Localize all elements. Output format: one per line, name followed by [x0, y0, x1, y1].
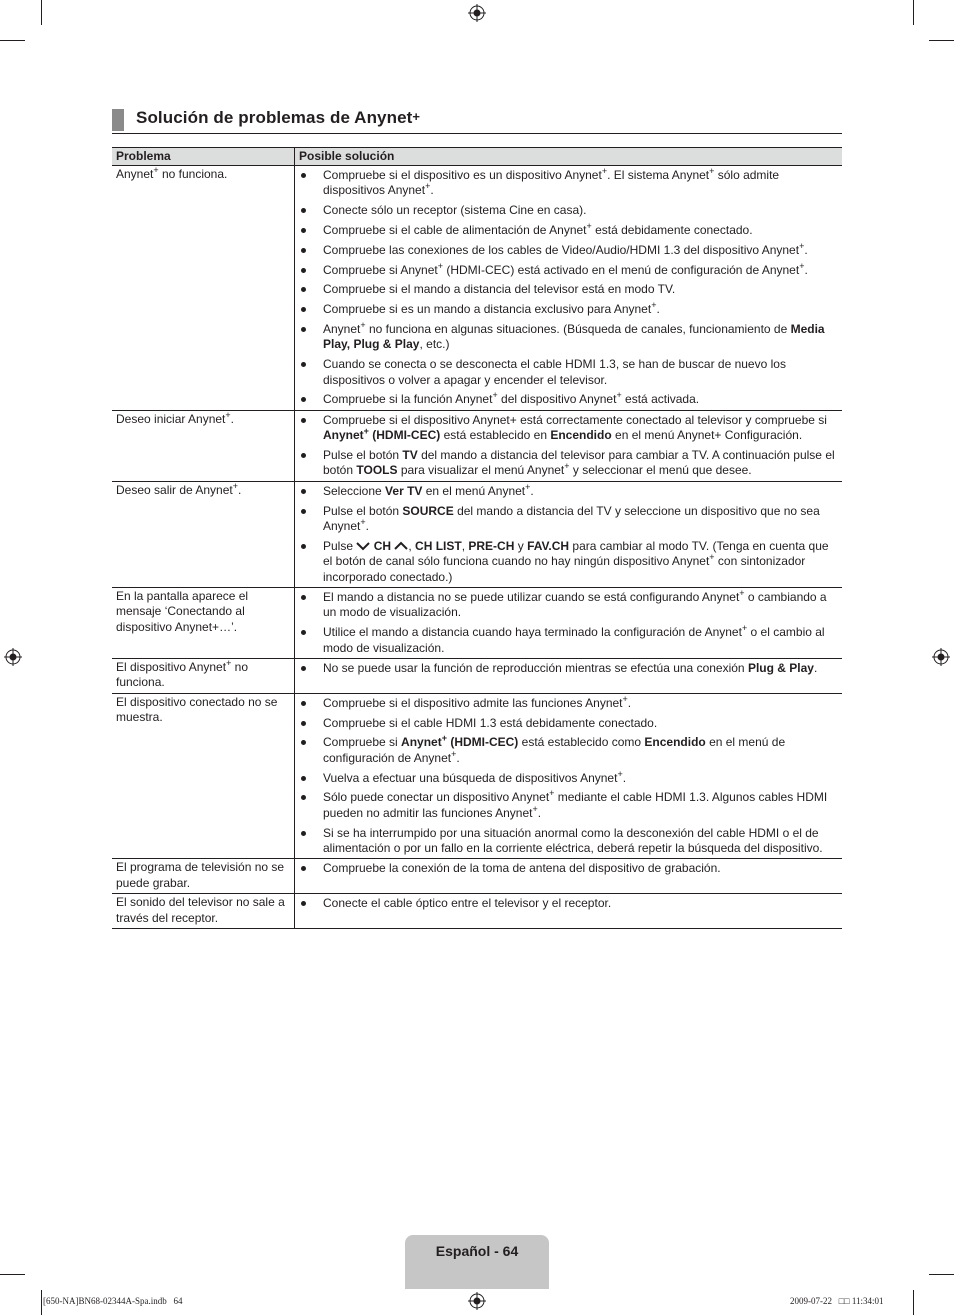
solution-cell [295, 859, 843, 894]
crop-mark [0, 40, 25, 41]
solution-item: Compruebe la conexión de la toma de antena del dispositivo de grabación. [295, 861, 842, 876]
table-row [112, 859, 842, 894]
solution-item: Si se ha interrumpido por una situación anormal como la desconexión del cable HDMI o el de alimentación o por un fallo en la corriente eléctrica, deberá repetir la búsqueda del dispositivo. [295, 826, 842, 857]
section-title: Solución de problemas de Anynet+ [136, 108, 421, 127]
section-header [112, 106, 842, 134]
imprint-file: [650-NA]BN68-02344A-Spa.indb 64 [43, 1296, 183, 1306]
solution-list [295, 693, 842, 857]
problem-cell: En la pantalla aparece el mensaje ‘Conectando al dispositivo Anynet+…’. [112, 588, 295, 659]
column-header-problem: Problema [112, 148, 295, 166]
solution-item: Cuando se conecta o se desconecta el cable HDMI 1.3, se han de buscar de nuevo los dispositivos o volver a apagar y encender el televisor. [295, 357, 842, 388]
table-row [112, 659, 842, 694]
troubleshooting-table [112, 147, 842, 929]
table-body [112, 166, 842, 929]
registration-mark-icon [468, 4, 486, 22]
solution-list [295, 481, 842, 585]
problem-cell: El dispositivo Anynet+ no funciona. [112, 659, 295, 694]
solution-item: Compruebe si es un mando a distancia exclusivo para Anynet+. [295, 302, 842, 317]
solution-item: No se puede usar la función de reproducción mientras se efectúa una conexión Plug & Play. [295, 661, 842, 676]
solution-item: Compruebe si el cable HDMI 1.3 está debidamente conectado. [295, 716, 842, 731]
solution-item: Compruebe si el dispositivo Anynet+ está correctamente conectado al televisor y compruebe si Anynet+ (HDMI-CEC) está establecido en Encendido en el menú Anynet+ Configuración. [295, 413, 842, 444]
solution-item: Pulse CH , CH LIST, PRE-CH y FAV.CH para cambiar al modo TV. (Tenga en cuenta que el botón de canal sólo funciona cuando no hay ningún dispositivo Anynet+ con sintonizador incorporado conectado.) [295, 539, 842, 585]
solution-list [295, 168, 842, 408]
solution-item: Compruebe si Anynet+ (HDMI-CEC) está establecido como Encendido en el menú de configuración de Anynet+. [295, 735, 842, 766]
solution-cell [295, 588, 843, 659]
solution-item: Compruebe si el dispositivo admite las funciones Anynet+. [295, 696, 842, 711]
solution-item: Conecte sólo un receptor (sistema Cine en casa). [295, 203, 842, 218]
crop-mark [913, 1290, 914, 1315]
solution-list [295, 861, 842, 876]
solution-cell [295, 481, 843, 587]
solution-list [295, 896, 842, 911]
solution-item: Compruebe las conexiones de los cables de Video/Audio/HDMI 1.3 del dispositivo Anynet+. [295, 243, 842, 258]
solution-list [295, 661, 842, 676]
solution-item: Utilice el mando a distancia cuando haya terminado la configuración de Anynet+ o el cambio al modo de visualización. [295, 625, 842, 656]
registration-mark-icon [468, 1292, 486, 1310]
title-superscript: + [412, 109, 421, 124]
solution-cell [295, 659, 843, 694]
solution-item: Sólo puede conectar un dispositivo Anynet+ mediante el cable HDMI 1.3. Algunos cables HDMI pueden no admitir las funciones Anynet+. [295, 790, 842, 821]
solution-cell [295, 410, 843, 481]
solution-item: Compruebe si el cable de alimentación de Anynet+ está debidamente conectado. [295, 223, 842, 238]
crop-mark [929, 1274, 954, 1275]
page-number-tab [405, 1235, 549, 1289]
solution-list [295, 590, 842, 656]
solution-cell [295, 693, 843, 859]
registration-mark-icon [4, 648, 22, 666]
solution-item: Compruebe si el mando a distancia del televisor está en modo TV. [295, 282, 842, 297]
solution-item: Anynet+ no funciona en algunas situaciones. (Búsqueda de canales, funcionamiento de Media Play, Plug & Play, etc.) [295, 322, 842, 353]
crop-mark [41, 0, 42, 25]
solution-item: Pulse el botón TV del mando a distancia del televisor para cambiar a TV. A continuación pulse el botón TOOLS para visualizar el menú Anynet+ y seleccionar el menú que desee. [295, 448, 842, 479]
solution-item: Compruebe si el dispositivo es un dispositivo Anynet+. El sistema Anynet+ sólo admite dispositivos Anynet+. [295, 168, 842, 199]
solution-item: Conecte el cable óptico entre el televisor y el receptor. [295, 896, 842, 911]
solution-item: Seleccione Ver TV en el menú Anynet+. [295, 484, 842, 499]
problem-cell: Anynet+ no funciona. [112, 166, 295, 411]
crop-mark [913, 0, 914, 25]
solution-item: Compruebe si Anynet+ (HDMI-CEC) está activado en el menú de configuración de Anynet+. [295, 263, 842, 278]
crop-mark [0, 1274, 25, 1275]
solution-item: Vuelva a efectuar una búsqueda de dispositivos Anynet+. [295, 771, 842, 786]
solution-list [295, 413, 842, 479]
problem-cell: El sonido del televisor no sale a través del receptor. [112, 894, 295, 929]
solution-cell [295, 894, 843, 929]
imprint-date: 2009-07-22 □□ 11:34:01 [790, 1296, 884, 1306]
problem-cell: El dispositivo conectado no se muestra. [112, 693, 295, 859]
column-header-solution: Posible solución [295, 148, 843, 166]
problem-cell: El programa de televisión no se puede grabar. [112, 859, 295, 894]
table-header-row [112, 148, 842, 166]
registration-mark-icon [932, 648, 950, 666]
title-bar-marker [112, 109, 124, 131]
problem-cell: Deseo iniciar Anynet+. [112, 410, 295, 481]
solution-item: El mando a distancia no se puede utilizar cuando se está configurando Anynet+ o cambiando a un modo de visualización. [295, 590, 842, 621]
table-row [112, 481, 842, 587]
problem-cell: Deseo salir de Anynet+. [112, 481, 295, 587]
table-row [112, 410, 842, 481]
table-row [112, 166, 842, 411]
page-number-label: Español - 64 [435, 1243, 519, 1259]
solution-cell [295, 166, 843, 411]
crop-mark [41, 1290, 42, 1315]
crop-mark [929, 40, 954, 41]
table-row [112, 693, 842, 859]
solution-item: Pulse el botón SOURCE del mando a distancia del TV y seleccione un dispositivo que no sea Anynet+. [295, 504, 842, 535]
table-row [112, 588, 842, 659]
solution-item: Compruebe si la función Anynet+ del dispositivo Anynet+ está activada. [295, 392, 842, 407]
table-row [112, 894, 842, 929]
